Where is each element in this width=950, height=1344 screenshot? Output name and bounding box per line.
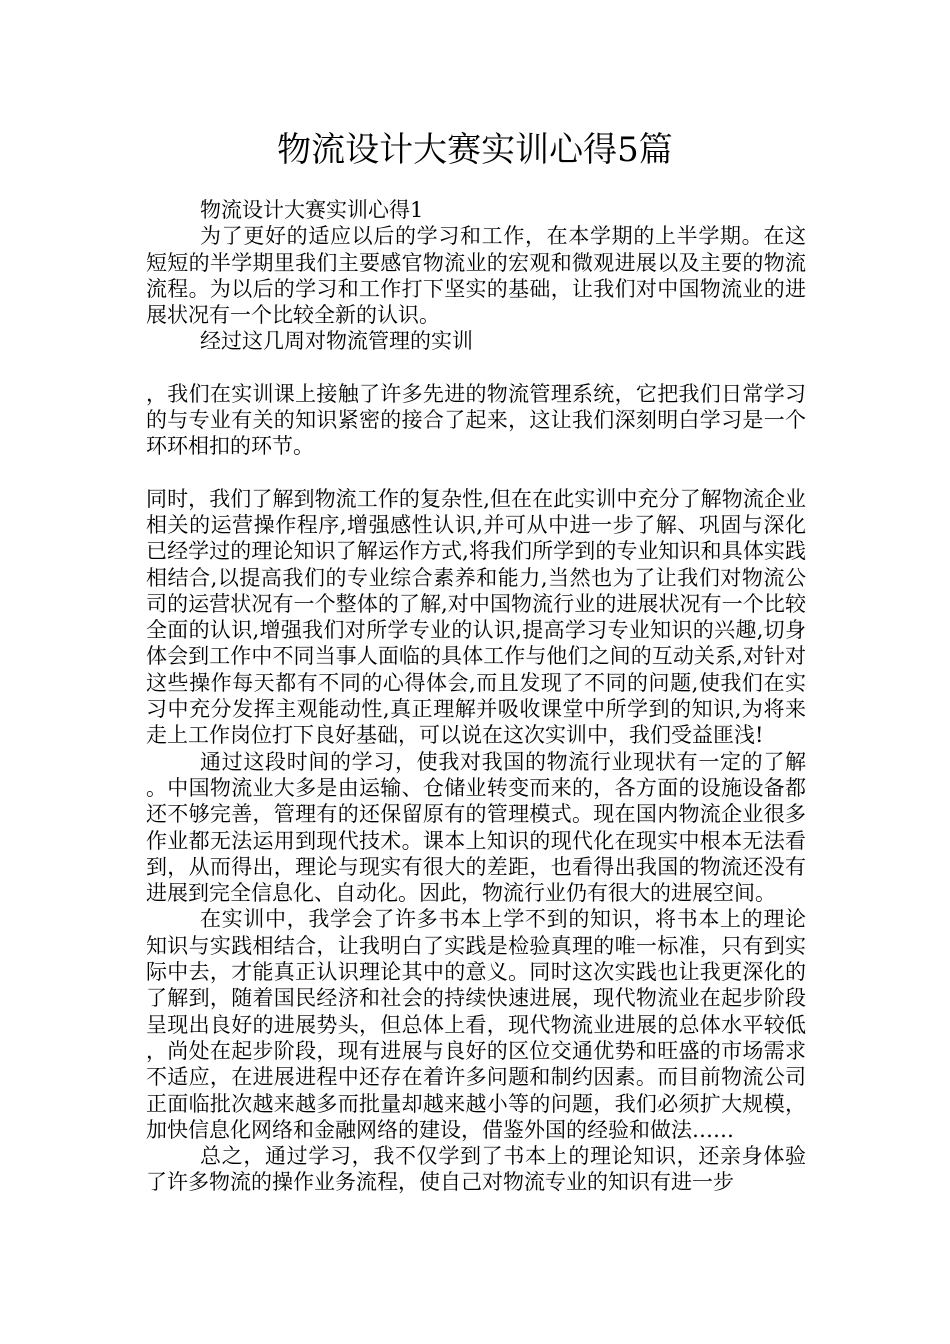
section-heading: 物流设计大赛实训心得1 xyxy=(200,198,424,222)
paragraph: 同时，我们了解到物流工作的复杂性,但在在此实训中充分了解物流企业相关的运营操作程序,增强感性认识,并可从中进一步了解、巩固与深化已经学过的理论知识了解运作方式,将我们所学到的专业知识和具体实践相结合,以提高我们的专业综合素养和能力,当然也为了让我们对物流公司的运营状况有一个整体的了解,对中国物流行业的进展状况有一个比较全面的认识,增强我们对所学专业的认识,提高学习专业知识的兴趣,切身体会到工作中不同当事人面临的具体工作与他们之间的互动关系,对针对这些操作每天都有不同的心得体会,而且发现了不同的问题,使我们在实习中充分发挥主观能动性,真正理解并吸收课堂中所学到的知识,为将来走上工作岗位打下良好基础，可以说在这次实训中，我们受益匪浅! xyxy=(146,486,806,748)
paragraph: ，我们在实训课上接触了许多先进的物流管理系统，它把我们日常学习的与专业有关的知识紧密的接合了起来，这让我们深刻明白学习是一个环环相扣的环节。 xyxy=(146,381,806,459)
paragraph: 经过这几周对物流管理的实训 xyxy=(200,329,473,354)
blank-line xyxy=(146,355,806,381)
paragraph: 总之，通过学习，我不仅学到了书本上的理论知识，还亲身体验了许多物流的操作业务流程，使自己对物流专业的知识有进一步 xyxy=(146,1144,806,1195)
paragraph: 为了更好的适应以后的学习和工作，在本学期的上半学期。在这短短的半学期里我们主要感官物流业的宏观和微观进展以及主要的物流流程。为以后的学习和工作打下坚实的基础，让我们对中国物流业的进展状况有一个比较全新的认识。 xyxy=(146,224,806,328)
document-body xyxy=(146,197,806,1196)
paragraph: 在实训中，我学会了许多书本上学不到的知识，将书本上的理论知识与实践相结合，让我明白了实践是检验真理的唯一标准，只有到实际中去，才能真正认识理论其中的意义。同时这次实践也让我更深化的了解到，随着国民经济和社会的持续快速进展，现代物流业在起步阶段呈现出良好的进展势头，但总体上看，现代物流业进展的总体水平较低，尚处在起步阶段，现有进展与良好的区位交通优势和旺盛的市场需求不适应，在进展进程中还存在着许多问题和制约因素。而目前物流公司正面临批次越来越多而批量却越来越小等的问题，我们必须扩大规模，加快信息化网络和金融网络的建设，借鉴外国的经验和做法…… xyxy=(146,907,806,1142)
paragraph: 通过这段时间的学习，使我对我国的物流行业现状有一定的了解。中国物流业大多是由运输、仓储业转变而来的，各方面的设施设备都还不够完善，管理有的还保留原有的管理模式。现在国内物流企业很多作业都无法运用到现代技术。课本上知识的现代化在现实中根本无法看到，从而得出，理论与现实有很大的差距，也看得出我国的物流还没有进展到完全信息化、自动化。因此，物流行业仍有很大的进展空间。 xyxy=(146,749,806,906)
blank-line xyxy=(146,460,806,486)
document-title: 物流设计大赛实训心得5篇 xyxy=(277,130,673,170)
